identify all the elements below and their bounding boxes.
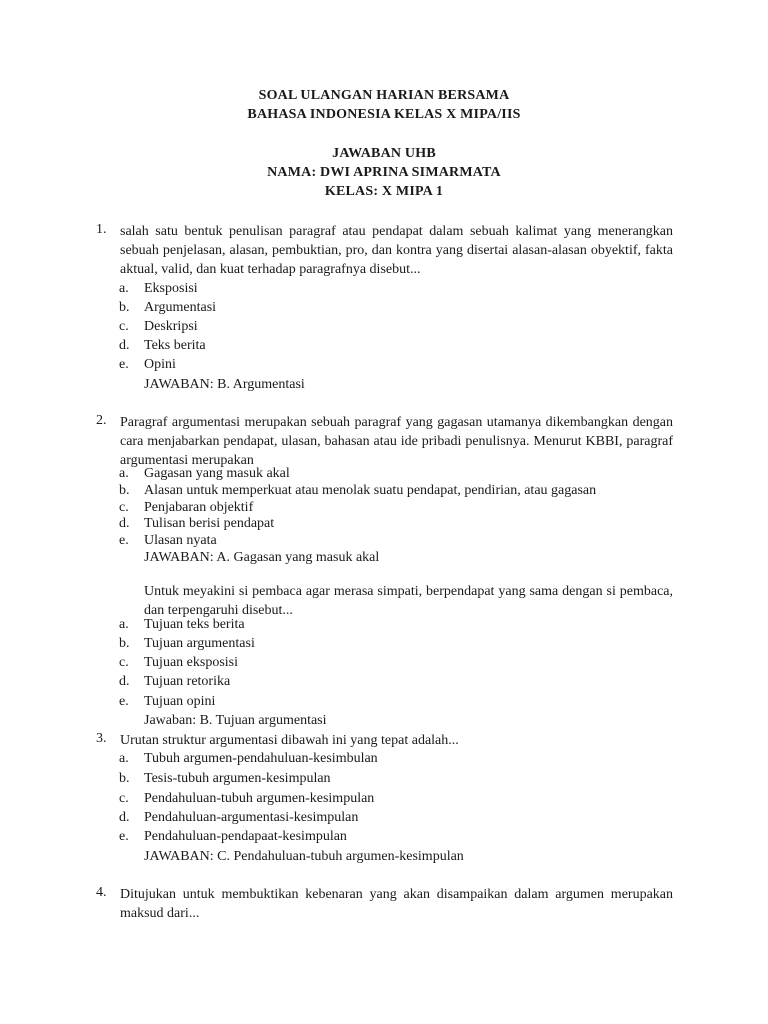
option-a — [0, 615, 768, 634]
option-letter: c. — [119, 319, 129, 334]
option-e — [0, 692, 768, 711]
question-number: 2. — [96, 413, 107, 428]
doc-title-line-1: SOAL ULANGAN HARIAN BERSAMA — [258, 88, 510, 103]
option-letter: a. — [119, 617, 129, 632]
option-c — [0, 317, 768, 336]
option-text: Tulisan berisi pendapat — [144, 516, 275, 531]
answer-2: JAWABAN: A. Gagasan yang masuk akal — [144, 550, 380, 565]
option-letter: c. — [119, 791, 129, 806]
option-c — [0, 653, 768, 672]
question-number: 1. — [96, 222, 107, 237]
option-e — [0, 531, 768, 550]
doc-title-line-2: BAHASA INDONESIA KELAS X MIPA/IIS — [247, 107, 521, 122]
option-letter: d. — [119, 810, 130, 825]
option-b — [0, 298, 768, 317]
option-letter: c. — [119, 655, 129, 670]
option-text: Argumentasi — [144, 300, 217, 315]
option-letter: e. — [119, 694, 129, 709]
option-d — [0, 672, 768, 691]
option-letter: a. — [119, 466, 129, 481]
option-e — [0, 355, 768, 374]
option-letter: b. — [119, 300, 130, 315]
answer-2-followup: Jawaban: B. Tujuan argumentasi — [144, 713, 327, 728]
option-text: Tujuan opini — [144, 694, 216, 709]
option-d — [0, 808, 768, 827]
option-letter: d. — [119, 674, 130, 689]
option-text: Teks berita — [144, 338, 206, 353]
answer-3: JAWABAN: C. Pendahuluan-tubuh argumen-kesimpulan — [144, 849, 464, 864]
option-c — [0, 789, 768, 808]
option-letter: e. — [119, 357, 129, 372]
option-text: Pendahuluan-argumentasi-kesimpulan — [144, 810, 359, 825]
student-class: KELAS: X MIPA 1 — [324, 184, 444, 199]
question-number: 3. — [96, 731, 107, 746]
option-d — [0, 336, 768, 355]
answer-sheet-title: JAWABAN UHB — [332, 146, 436, 161]
student-name: NAMA: DWI APRINA SIMARMATA — [267, 165, 501, 180]
option-letter: a. — [119, 281, 129, 296]
question-number: 4. — [96, 885, 107, 900]
option-text: Tujuan teks berita — [144, 617, 245, 632]
option-text: Tujuan argumentasi — [144, 636, 255, 651]
option-text: Penjabaran objektif — [144, 500, 254, 515]
option-letter: d. — [119, 516, 130, 531]
question-text: Urutan struktur argumentasi dibawah ini yang tepat adalah... — [120, 733, 459, 748]
option-letter: d. — [119, 338, 130, 353]
question-text: Paragraf argumentasi merupakan sebuah paragraf yang gagasan utamanya dikembangkan dengan cara menjabarkan pendapat, ulasan, bahasan atau ide pribadi penulisnya. Menurut KBBI, paragraf argumentasi merupakan — [120, 415, 673, 468]
option-a — [0, 749, 768, 768]
option-a — [0, 279, 768, 298]
option-text: Deskripsi — [144, 319, 198, 334]
option-letter: b. — [119, 771, 130, 786]
option-b — [0, 769, 768, 788]
question-text: Ditujukan untuk membuktikan kebenaran yang akan disampaikan dalam argumen merupakan maksud dari... — [120, 887, 673, 921]
option-text: Alasan untuk memperkuat atau menolak suatu pendapat, pendirian, atau gagasan — [144, 483, 597, 498]
option-text: Opini — [144, 357, 176, 372]
option-text: Ulasan nyata — [144, 533, 217, 548]
option-letter: b. — [119, 636, 130, 651]
option-text: Eksposisi — [144, 281, 198, 296]
option-letter: b. — [119, 483, 130, 498]
option-text: Tujuan eksposisi — [144, 655, 239, 670]
option-e — [0, 827, 768, 846]
option-text: Gagasan yang masuk akal — [144, 466, 290, 481]
option-letter: c. — [119, 500, 129, 515]
option-text: Pendahuluan-pendapaat-kesimpulan — [144, 829, 347, 844]
option-letter: e. — [119, 829, 129, 844]
answer-1: JAWABAN: B. Argumentasi — [144, 377, 305, 392]
option-text: Tubuh argumen-pendahuluan-kesimbulan — [144, 751, 378, 766]
question-text: salah satu bentuk penulisan paragraf atau pendapat dalam sebuah kalimat yang menerangkan sebuah penjelasan, alasan, pembuktian, pro, dan kontra yang disertai alasan-alasan obyektif, fakta aktual, valid, dan kuat terhadap paragrafnya disebut... — [120, 224, 673, 277]
question-text: Untuk meyakini si pembaca agar merasa simpati, berpendapat yang sama dengan si pembaca, dan terpengaruhi disebut... — [144, 584, 673, 618]
option-text: Tujuan retorika — [144, 674, 231, 689]
option-text: Pendahuluan-tubuh argumen-kesimpulan — [144, 791, 375, 806]
option-text: Tesis-tubuh argumen-kesimpulan — [144, 771, 331, 786]
option-letter: e. — [119, 533, 129, 548]
option-b — [0, 634, 768, 653]
option-letter: a. — [119, 751, 129, 766]
